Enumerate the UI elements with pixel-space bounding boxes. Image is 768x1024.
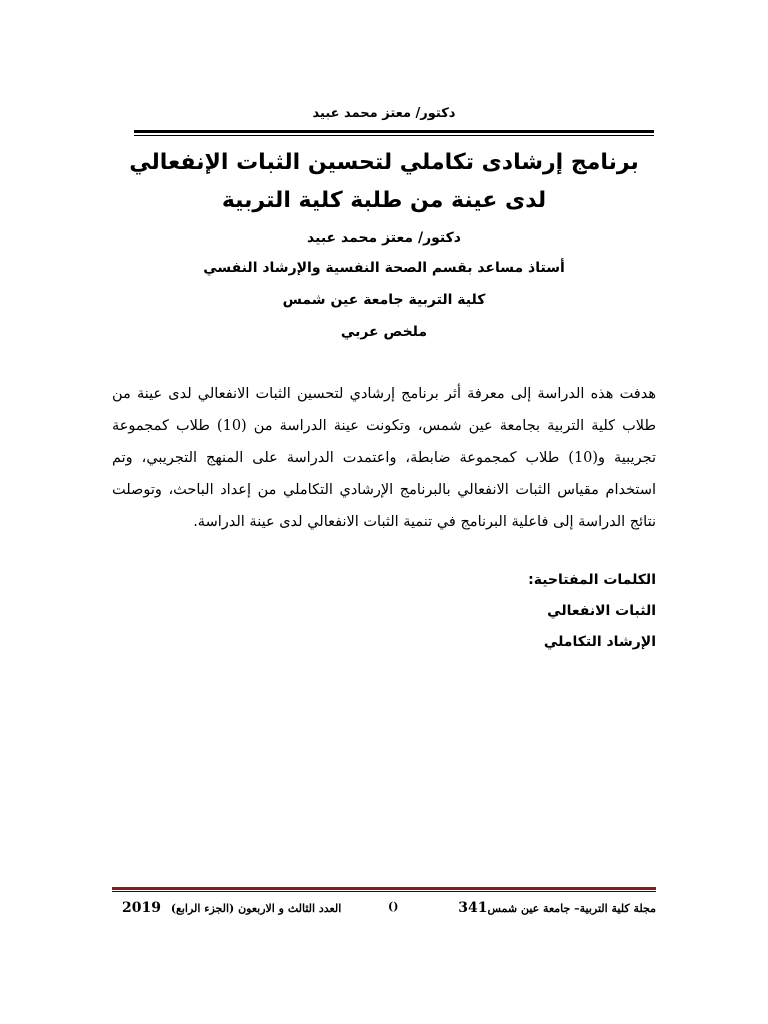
footer-rule (112, 887, 656, 890)
keyword-item: الإرشاد التكاملي (543, 634, 656, 650)
footer-rule-shadow (112, 891, 656, 892)
author-position: أستاذ مساعد بقسم الصحة النفسية والإرشاد النفسي (203, 260, 565, 276)
header-rule-thick (134, 130, 654, 133)
title-line-1: برنامج إرشادى تكاملي لتحسين الثبات الإنفعالي (129, 150, 639, 175)
page-number: 341 (458, 900, 488, 916)
section-heading: ملخص عربي (340, 324, 428, 340)
footer-issue-text: العدد الثالث و الاربعون (الجزء الرابع) (170, 902, 342, 915)
footer-journal-name: مجلة كلية التربية– جامعة عين شمس (487, 902, 656, 915)
abstract-paragraph: هدفت هذه الدراسة إلى معرفة أثر برنامج إرشادي لتحسين الثبات الانفعالي لدى عينة من طلاب كلية التربية بجامعة عين شمس، وتكونت عينة الدراسة من (10) طلاب كمجموعة تجريبية و(10) طلاب كمجموعة ضابطة، واعتمدت الدراسة على المنهج التجريبي، وتم استخدام مقياس الثبات الانفعالي بالبرنامج الإرشادي التكاملي من إعداد الباحث، وتوصلت نتائج الدراسة إلى فاعلية البرنامج في تنمية الثبات الانفعالي لدى عينة الدراسة. (112, 386, 656, 530)
author-affiliation: كلية التربية جامعة عين شمس (282, 292, 486, 308)
footer-year: 2019 (122, 900, 161, 916)
footer-parens: () (388, 900, 399, 913)
running-header-author: دكتور/ معتز محمد عبيد (312, 106, 456, 121)
title-line-2: لدى عينة من طلبة كلية التربية (221, 188, 547, 213)
keywords-heading: الكلمات المفتاحية: (528, 572, 656, 588)
keyword-item: الثبات الانفعالي (547, 603, 656, 619)
header-rule-thin (134, 135, 654, 136)
footer-issue (122, 900, 341, 916)
footer-journal (458, 900, 656, 916)
author-name: دكتور/ معتز محمد عبيد (307, 230, 461, 246)
